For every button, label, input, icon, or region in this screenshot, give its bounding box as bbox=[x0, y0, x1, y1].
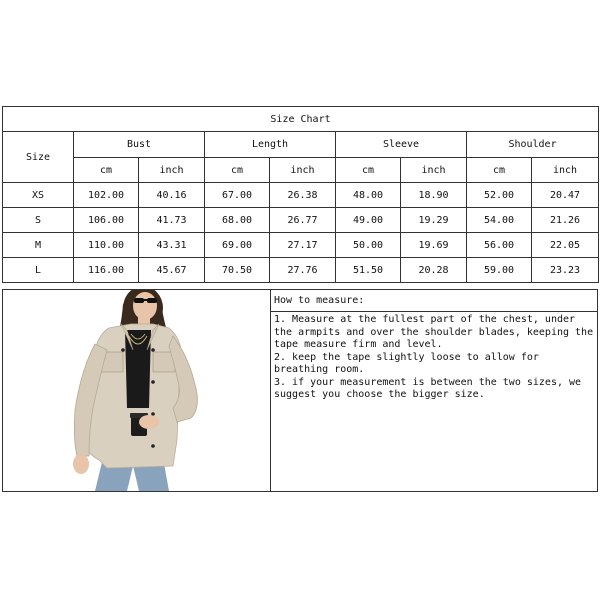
value-cell: 26.77 bbox=[270, 208, 336, 233]
value-cell: 18.90 bbox=[401, 183, 467, 208]
measure-panel bbox=[2, 289, 598, 492]
value-cell: 22.05 bbox=[532, 233, 599, 258]
value-cell: 45.67 bbox=[139, 258, 205, 283]
value-cell: 59.00 bbox=[467, 258, 532, 283]
value-cell: 70.50 bbox=[205, 258, 270, 283]
sleeve-header: Sleeve bbox=[336, 132, 467, 158]
unit-header-row bbox=[3, 158, 599, 183]
value-cell: 106.00 bbox=[74, 208, 139, 233]
size-cell: L bbox=[3, 258, 74, 283]
value-cell: 54.00 bbox=[467, 208, 532, 233]
value-cell: 27.17 bbox=[270, 233, 336, 258]
value-cell: 20.28 bbox=[401, 258, 467, 283]
bust-header: Bust bbox=[74, 132, 205, 158]
size-cell: XS bbox=[3, 183, 74, 208]
unit-cm: cm bbox=[205, 158, 270, 183]
group-header-row bbox=[3, 132, 599, 158]
value-cell: 102.00 bbox=[74, 183, 139, 208]
unit-cm: cm bbox=[467, 158, 532, 183]
value-cell: 68.00 bbox=[205, 208, 270, 233]
measure-step-2: 2. keep the tape slightly loose to allow for breathing room. bbox=[274, 351, 539, 375]
value-cell: 23.23 bbox=[532, 258, 599, 283]
how-to-measure-steps bbox=[271, 312, 597, 402]
product-photo bbox=[3, 290, 271, 491]
table-row bbox=[3, 258, 599, 283]
title-row bbox=[3, 107, 599, 132]
size-cell: M bbox=[3, 233, 74, 258]
value-cell: 116.00 bbox=[74, 258, 139, 283]
value-cell: 49.00 bbox=[336, 208, 401, 233]
unit-inch: inch bbox=[139, 158, 205, 183]
measure-step-1: 1. Measure at the fullest part of the chest, under the armpits and over the shoulder blades, keeping the tape measure firm and level. bbox=[274, 314, 594, 350]
shoulder-header: Shoulder bbox=[467, 132, 599, 158]
value-cell: 110.00 bbox=[74, 233, 139, 258]
model-wearing-jacket-illustration bbox=[3, 290, 270, 491]
table-row bbox=[3, 208, 599, 233]
size-cell: S bbox=[3, 208, 74, 233]
unit-cm: cm bbox=[336, 158, 401, 183]
value-cell: 19.69 bbox=[401, 233, 467, 258]
value-cell: 51.50 bbox=[336, 258, 401, 283]
measure-step-3: 3. if your measurement is between the two sizes, we suggest you choose the bigger size. bbox=[274, 376, 582, 400]
value-cell: 40.16 bbox=[139, 183, 205, 208]
value-cell: 48.00 bbox=[336, 183, 401, 208]
how-to-measure-section bbox=[271, 290, 597, 491]
value-cell: 56.00 bbox=[467, 233, 532, 258]
value-cell: 67.00 bbox=[205, 183, 270, 208]
value-cell: 21.26 bbox=[532, 208, 599, 233]
unit-inch: inch bbox=[270, 158, 336, 183]
length-header: Length bbox=[205, 132, 336, 158]
unit-inch: inch bbox=[532, 158, 599, 183]
value-cell: 19.29 bbox=[401, 208, 467, 233]
table-row bbox=[3, 233, 599, 258]
value-cell: 27.76 bbox=[270, 258, 336, 283]
unit-cm: cm bbox=[74, 158, 139, 183]
table-row bbox=[3, 183, 599, 208]
value-cell: 26.38 bbox=[270, 183, 336, 208]
value-cell: 52.00 bbox=[467, 183, 532, 208]
size-column-header: Size bbox=[3, 132, 74, 183]
value-cell: 50.00 bbox=[336, 233, 401, 258]
value-cell: 69.00 bbox=[205, 233, 270, 258]
value-cell: 43.31 bbox=[139, 233, 205, 258]
value-cell: 20.47 bbox=[532, 183, 599, 208]
size-chart-table bbox=[2, 106, 599, 283]
value-cell: 41.73 bbox=[139, 208, 205, 233]
unit-inch: inch bbox=[401, 158, 467, 183]
chart-title: Size Chart bbox=[3, 107, 599, 132]
how-to-measure-title: How to measure: bbox=[271, 290, 597, 312]
